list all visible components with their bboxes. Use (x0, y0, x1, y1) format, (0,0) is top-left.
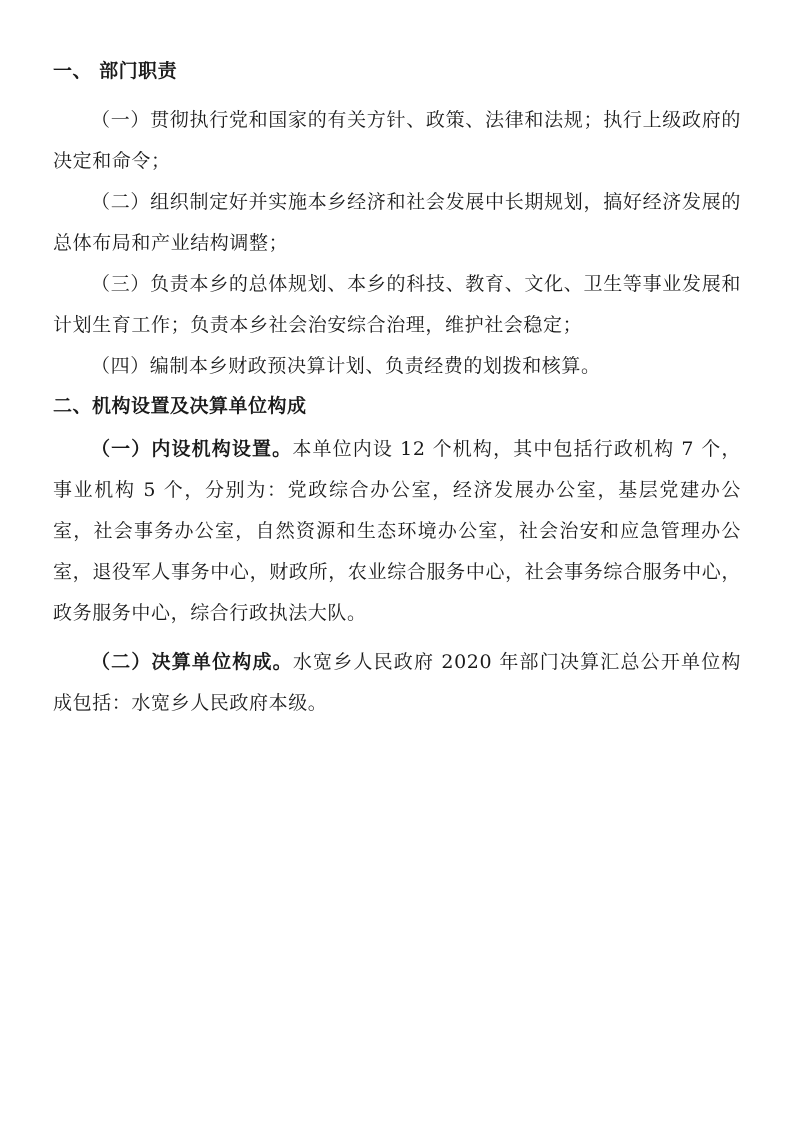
section-heading-organization: 二、机构设置及决算单位构成 (53, 395, 307, 417)
org-item-accounting-units-text: 水宽乡人民政府 2020 年部门决算汇总公开单位构成包括：水宽乡人民政府本级。 (53, 651, 741, 714)
duty-item-4: （四）编制本乡财政预决算计划、负责经费的划拨和核算。 (91, 355, 601, 377)
duty-item-1: （一）贯彻执行党和国家的有关方针、政策、法律和法规；执行上级政府的决定和命令； (53, 109, 741, 172)
org-item-accounting-units (53, 642, 741, 724)
duty-item-3: （三）负责本乡的总体规划、本乡的科技、教育、文化、卫生等事业发展和计划生育工作；负责本乡社会治安综合治理，维护社会稳定； (53, 273, 741, 336)
duty-item-2: （二）组织制定好并实施本乡经济和社会发展中长期规划，搞好经济发展的总体布局和产业结构调整； (53, 191, 741, 254)
document-body (53, 56, 741, 724)
org-item-internal-structure (53, 429, 741, 634)
org-item-internal-structure-text: 本单位内设 12 个机构，其中包括行政机构 7 个，事业机构 5 个，分别为：党政综合办公室，经济发展办公室，基层党建办公室，社会事务办公室，自然资源和生态环境办公室，社会治安和应急管理办公室，退役军人事务中心，财政所，农业综合服务中心，社会事务综合服务中心，政务服务中心，综合行政执法大队。 (53, 438, 741, 624)
section-heading-department-duties: 一、 部门职责 (53, 60, 178, 82)
org-item-accounting-units-lead: （二）决算单位构成。 (91, 651, 293, 673)
org-item-internal-structure-lead: （一）内设机构设置。 (91, 438, 293, 460)
